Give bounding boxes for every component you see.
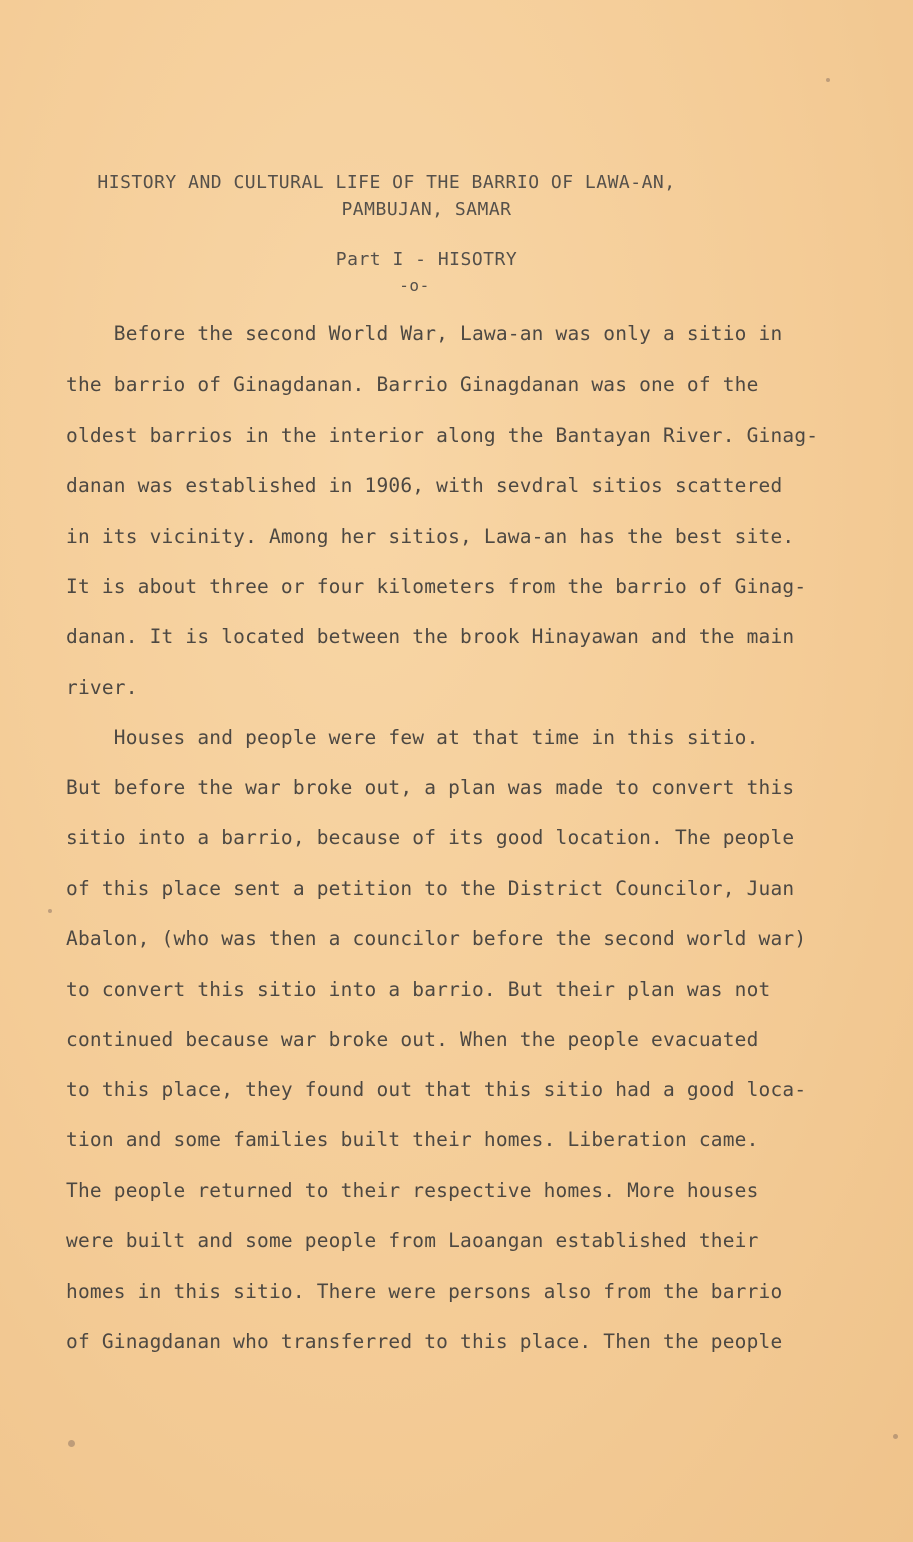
body-line: continued because war broke out. When the people evacuated: [66, 1028, 759, 1051]
body-line: sitio into a barrio, because of its good location. The people: [66, 826, 795, 849]
body-line: in its vicinity. Among her sitios, Lawa-an has the best site.: [66, 525, 795, 548]
paper-speck: [826, 78, 830, 82]
body-line: Abalon, (who was then a councilor before the second world war): [66, 927, 807, 950]
part-heading: Part I - HISOTRY: [335, 249, 518, 270]
body-line: of Ginagdanan who transferred to this place. Then the people: [66, 1330, 783, 1353]
paper-speck: [68, 1440, 75, 1447]
body-line: to convert this sitio into a barrio. But their plan was not: [66, 978, 771, 1001]
body-line: of this place sent a petition to the District Councilor, Juan: [66, 877, 795, 900]
separator: -o-: [399, 276, 430, 295]
body-line: The people returned to their respective homes. More houses: [66, 1179, 759, 1202]
paper-speck: [48, 909, 52, 913]
body-line: Before the second World War, Lawa-an was only a sitio in: [66, 322, 783, 345]
body-line: river.: [66, 676, 138, 699]
body-line: homes in this sitio. There were persons also from the barrio: [66, 1280, 783, 1303]
body-line: Houses and people were few at that time in this sitio.: [66, 726, 759, 749]
body-line: It is about three or four kilometers from the barrio of Ginag-: [66, 575, 807, 598]
body-line: were built and some people from Laoangan established their: [66, 1229, 759, 1252]
body-line: danan was established in 1906, with sevdral sitios scattered: [66, 474, 783, 497]
document-title-line-2: PAMBUJAN, SAMAR: [341, 199, 512, 220]
paper-speck: [893, 1434, 898, 1439]
body-line: oldest barrios in the interior along the Bantayan River. Ginag-: [66, 424, 819, 447]
body-line: to this place, they found out that this sitio had a good loca-: [66, 1078, 807, 1101]
document-title-line-1: HISTORY AND CULTURAL LIFE OF THE BARRIO OF LAWA-AN,: [97, 172, 676, 193]
body-line: danan. It is located between the brook Hinayawan and the main: [66, 625, 795, 648]
body-line: But before the war broke out, a plan was made to convert this: [66, 776, 795, 799]
body-line: the barrio of Ginagdanan. Barrio Ginagdanan was one of the: [66, 373, 759, 396]
body-line: tion and some families built their homes. Liberation came.: [66, 1128, 759, 1151]
